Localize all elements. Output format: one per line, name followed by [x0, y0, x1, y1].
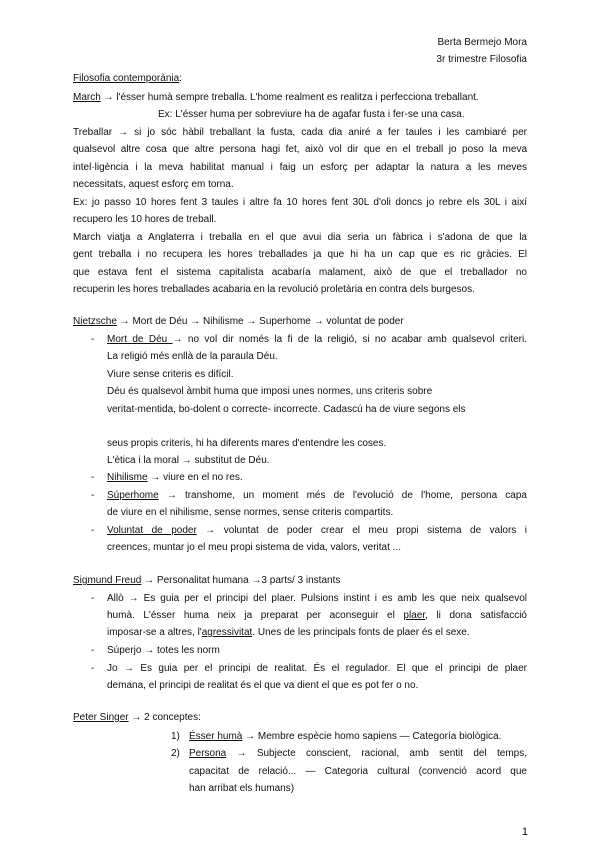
text-segment: que estava fent el sistema capitalista acabaría malament, això de que el treballador no — [73, 267, 527, 278]
text-line — [107, 351, 278, 363]
text-segment: → Membre espècie homo sapiens — Categoría biològica. — [242, 731, 502, 742]
text-segment: veritat-mentida, bo-dolent o correcte- incorrecte. Cadascú ha de viure segons els — [107, 404, 466, 415]
text-line — [107, 386, 432, 398]
text-line — [107, 438, 386, 450]
text-line — [107, 369, 234, 381]
underlined-term: Nihilisme — [107, 472, 148, 483]
text-segment: Jo → Es guia per el principi de realitat. És el regulador. El que el principi de plaer — [107, 663, 527, 674]
text-segment: demana, el principi de realitat és el que va dient el que es pot fer o no. — [107, 680, 419, 691]
bullet-marker: - — [91, 490, 95, 501]
text-line — [73, 214, 216, 226]
underlined-term: Filosofia contemporània — [73, 73, 180, 84]
text-segment: → no vol dir només la fi de la religió, si no acabar amb qualsevol criteri. — [172, 334, 528, 345]
underlined-term: Sigmund Freud — [73, 575, 142, 586]
text-segment: Súperjo → totes les norm — [107, 645, 220, 656]
text-segment: Ex: jo passo 10 hores fent 3 taules i altre fa 10 hores fent 30L d'oli doncs jo rebre els 30L i així — [73, 197, 527, 208]
text-segment: , li dona satisfacció — [425, 610, 527, 621]
text-line — [107, 542, 401, 554]
underlined-term: Mort de Déu — [107, 334, 173, 345]
text-line — [73, 232, 527, 244]
text-segment: gent treballa i no recupera les hores treballades ja que hi ha un cap que es ric gràcies. El — [73, 249, 527, 260]
underlined-term: March — [73, 92, 101, 103]
text-segment: Allò → Es guia per el principi del plaer. Pulsions instint i es amb les que neix qualsevol — [107, 593, 527, 604]
text-line — [107, 525, 527, 537]
text-line — [189, 783, 294, 795]
bullet-marker: - — [91, 472, 95, 483]
bullet-marker: - — [91, 334, 95, 345]
text-line — [73, 284, 475, 296]
text-line — [107, 334, 527, 346]
list-number: 2) — [171, 748, 180, 759]
bullet-marker: - — [91, 593, 95, 604]
text-line — [73, 575, 340, 587]
text-line — [73, 267, 527, 279]
underlined-term: plaer — [403, 610, 426, 621]
text-segment: recuperin les hores treballades acabaria en la revolució proletària en contra dels burgesos. — [73, 284, 475, 295]
text-line — [107, 455, 270, 467]
text-segment: Viure sense criteris es difícil. — [107, 369, 234, 380]
underlined-term: Ésser humà — [189, 731, 243, 742]
text-line — [107, 627, 470, 639]
text-segment: → voluntat de poder crear el meu propi sistema de valors i — [196, 525, 528, 536]
text-line — [189, 731, 501, 743]
text-line — [73, 179, 234, 191]
text-line — [107, 507, 393, 519]
underlined-term: Súperhome — [107, 490, 159, 501]
text-segment: intel·ligència i la meva habilitat manual i faig un esforç per adaptar la natura a les meves — [73, 162, 527, 173]
text-line — [158, 109, 465, 121]
underlined-term: Nietzsche — [73, 316, 117, 327]
text-line — [107, 610, 527, 622]
header-course: 3r trimestre Filosofia — [436, 54, 527, 65]
text-line — [73, 249, 527, 261]
bullet-marker: - — [91, 645, 95, 656]
list-number: 1) — [171, 731, 180, 742]
text-segment: → 2 conceptes: — [128, 712, 201, 723]
text-segment: → l'ésser humà sempre treballa. L'home realment es realitza i perfecciona treballant. — [100, 92, 479, 103]
text-segment: → Subjecte conscient, racional, amb sentit del temps, — [226, 748, 527, 759]
text-line — [73, 127, 527, 139]
text-segment: Treballar → si jo sóc hàbil treballant la fusta, cada dia aniré a fer taules i les cambiaré per — [73, 127, 527, 138]
text-line — [73, 316, 404, 328]
text-segment: recupero les 10 hores de treball. — [73, 214, 217, 225]
text-line — [73, 144, 527, 156]
text-line — [73, 712, 201, 724]
text-line — [107, 680, 418, 692]
text-line — [107, 490, 527, 502]
text-line — [107, 472, 243, 484]
text-segment: capacitat de relació... — Categoria cultural (convenció acord que — [189, 766, 527, 777]
text-segment: Déu és qualsevol àmbit huma que imposi unes normes, uns criteris sobre — [107, 386, 433, 397]
text-line — [73, 162, 527, 174]
text-segment: La religió més enllà de la paraula Déu. — [107, 351, 278, 362]
text-segment: : — [179, 73, 182, 84]
text-line — [73, 73, 182, 85]
text-segment: humà. L'ésser huma neix ja preparat per aconseguir el — [107, 610, 404, 621]
text-segment: → Personalitat humana →3 parts/ 3 instants — [141, 575, 341, 586]
text-segment: Ex: L'ésser huma per sobreviure ha de agafar fusta i fer-se una casa. — [158, 109, 465, 120]
text-segment: L'ètica i la moral → substitut de Déu. — [107, 455, 270, 466]
underlined-term: Peter Singer — [73, 712, 129, 723]
text-line — [107, 593, 527, 605]
underlined-term: Persona — [189, 748, 227, 759]
header-author: Berta Bermejo Mora — [437, 37, 527, 48]
text-line — [107, 404, 466, 416]
bullet-marker: - — [91, 663, 95, 674]
text-line — [107, 645, 220, 657]
text-segment: de viure en el nihilisme, sense normes, sense criteris compartits. — [107, 507, 394, 518]
text-line — [189, 748, 527, 760]
text-segment: seus propis criteris, hi ha diferents mares d'entendre les coses. — [107, 438, 387, 449]
text-segment: March viatja a Anglaterra i treballa en el que avui dia seria un fàbrica i s'adona de que la — [73, 232, 527, 243]
page-number: 1 — [521, 826, 528, 838]
text-segment: necessitats, aquest esforç em torna. — [73, 179, 234, 190]
text-line — [107, 663, 527, 675]
text-segment: qualsevol altre cosa que altre persona hagi fet, això vol dir que en el treball jo poso la meva — [73, 144, 527, 155]
text-segment: → Mort de Déu → Nihilisme → Superhome → voluntat de poder — [116, 316, 404, 327]
text-line — [73, 92, 479, 104]
text-line — [73, 197, 527, 209]
bullet-marker: - — [91, 525, 95, 536]
underlined-term: agressivitat — [201, 627, 253, 638]
text-segment: imposar-se a altres, l' — [107, 627, 202, 638]
text-segment: → transhome, un moment més de l'evolució de l'home, persona capa — [158, 490, 527, 501]
text-segment: . Unes de les principals fonts de plaer és el sexe. — [252, 627, 470, 638]
text-segment: han arribat els humans) — [189, 783, 295, 794]
text-line — [189, 766, 527, 778]
underlined-term: Voluntat de poder — [107, 525, 197, 536]
text-segment: creences, muntar jo el meu propi sistema de vida, valors, veritat ... — [107, 542, 402, 553]
text-segment: → viure en el no res. — [147, 472, 243, 483]
